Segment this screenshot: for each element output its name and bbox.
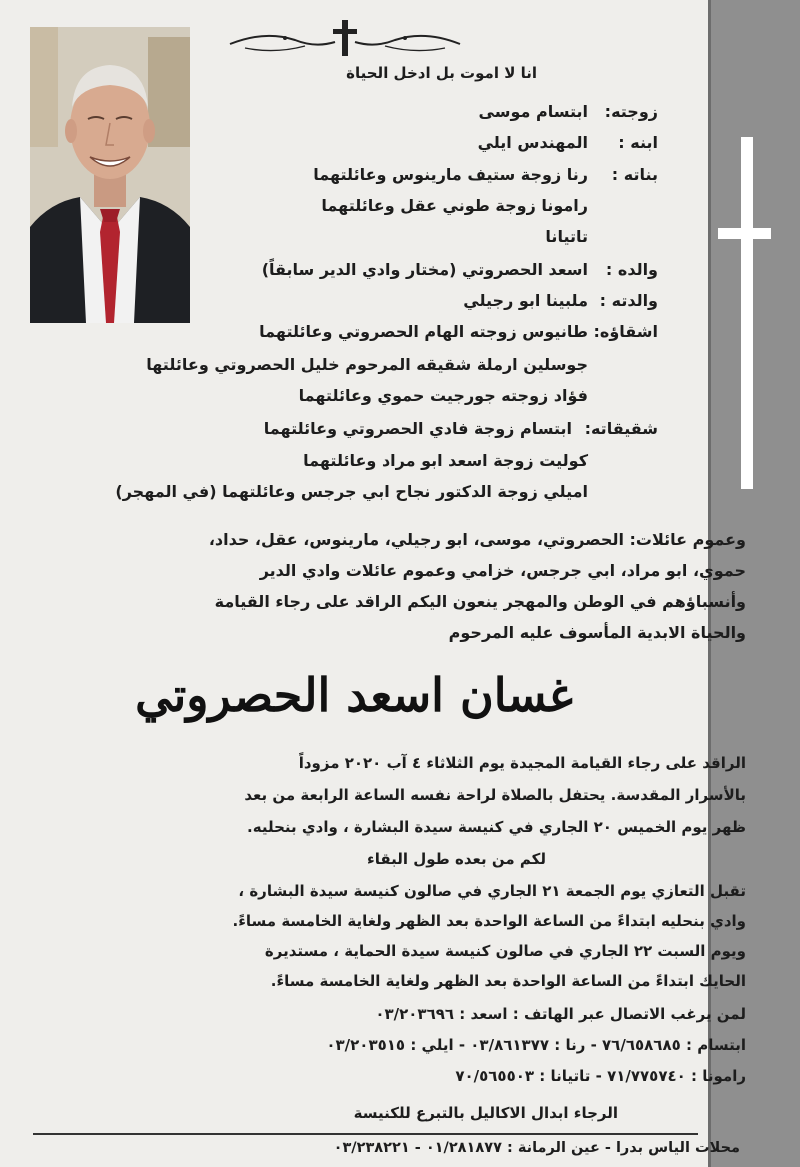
sister-line: ابتسام زوجة فادي الحصروتي وعائلتهما <box>263 419 572 438</box>
brothers-label: اشقاؤه: <box>593 322 658 341</box>
funeral-line: ظهر يوم الخميس ٢٠ الجاري في كنيسة سيدة البشارة ، وادي بنحليه. <box>247 818 746 836</box>
condolences-line: تقبل التعازي يوم الجمعة ٢١ الجاري في صالون كنيسة سيدة البشارة ، <box>238 882 746 900</box>
families-line: والحياة الابدية المأسوف عليه المرحوم <box>448 623 746 642</box>
portrait-photo <box>30 27 190 323</box>
mother-label: والدته : <box>599 291 658 310</box>
contact-line: رامونا : ٧١/٧٧٥٧٤٠ - تاتيانا : ٧٠/٥٦٥٥٠٣ <box>455 1067 746 1085</box>
sisters-label: شقيقاته: <box>584 419 658 438</box>
daughter-line: رامونا زوجة طوني عقل وعائلتهما <box>321 196 588 215</box>
condolences-line: وادي بنحليه ابتداءً من الساعة الواحدة بعد الظهر ولغاية الخامسة مساءً. <box>232 912 746 930</box>
families-line: وأنسباؤهم في الوطن والمهجر ينعون اليكم الراقد على رجاء القيامة <box>214 592 746 611</box>
donation-note: الرجاء ابدال الاكاليل بالتبرع للكنيسة <box>353 1104 618 1122</box>
contact-line: لمن يرغب الاتصال عبر الهاتف : اسعد : ٠٣/٢٠٣٦٩٦ <box>375 1005 746 1023</box>
quote: انا لا اموت بل ادخل الحياة <box>346 64 537 82</box>
footer-text: محلات الياس بدرا - عين الرمانة : ٠١/٢٨١٨٧٧ - ٠٣/٢٣٨٢٢١ <box>333 1140 740 1156</box>
cross-ornament-icon <box>225 18 465 60</box>
footer-divider <box>33 1133 698 1135</box>
daughter-line: رنا زوجة ستيف مارينوس وعائلتهما <box>313 165 588 184</box>
brother-line: فؤاد زوجته جورجيت حموي وعائلتهما <box>298 386 588 405</box>
families-line: حموي، ابو مراد، ابي جرجس، خزامي وعموم عائلات وادي الدير <box>259 561 746 580</box>
funeral-line: بالأسرار المقدسة. يحتفل بالصلاة لراحة نفسه الساعة الرابعة من بعد <box>244 786 746 804</box>
daughter-line: تاتيانا <box>545 227 588 246</box>
blessing: لكم من بعده طول البقاء <box>367 850 546 868</box>
daughters-label: بناته : <box>611 165 658 184</box>
side-band <box>708 0 800 1167</box>
condolences-line: الحايك ابتداءً من الساعة الواحدة بعد الظهر ولغاية الخامسة مساءً. <box>270 972 746 990</box>
son-label: ابنه : <box>618 133 658 152</box>
families-line: وعموم عائلات: الحصروتي، موسى، ابو رجيلي، مارينوس، عقل، حداد، <box>208 530 746 549</box>
brother-line: جوسلين ارملة شقيقه المرحوم خليل الحصروتي وعائلتها <box>146 355 588 374</box>
sister-line: اميلي زوجة الدكتور نجاح ابي جرجس وعائلتهما (في المهجر) <box>115 482 588 501</box>
brother-line: طانيوس زوجته الهام الحصروتي وعائلتهما <box>259 322 588 341</box>
deceased-name: غسان اسعد الحصروتي <box>135 668 573 722</box>
son-name: المهندس ايلي <box>477 133 588 152</box>
funeral-line: الراقد على رجاء القيامة المجيدة يوم الثلاثاء ٤ آب ٢٠٢٠ مزوداً <box>298 754 746 772</box>
sister-line: كوليت زوجة اسعد ابو مراد وعائلتهما <box>303 451 588 470</box>
condolences-line: ويوم السبت ٢٢ الجاري في صالون كنيسة سيدة الحماية ، مستديرة <box>264 942 746 960</box>
father-label: والده : <box>605 260 658 279</box>
mother-name: ملبينا ابو رجيلي <box>463 291 588 310</box>
wife-label: زوجته: <box>604 102 658 121</box>
contact-line: ابتسام : ٧٦/٦٥٨٦٨٥ - رنا : ٠٣/٨٦١٣٧٧ - ايلي : ٠٣/٢٠٣٥١٥ <box>326 1036 746 1054</box>
father-name: اسعد الحصروتي (مختار وادي الدير سابقاً) <box>261 260 588 279</box>
wife-name: ابتسام موسى <box>478 102 588 121</box>
